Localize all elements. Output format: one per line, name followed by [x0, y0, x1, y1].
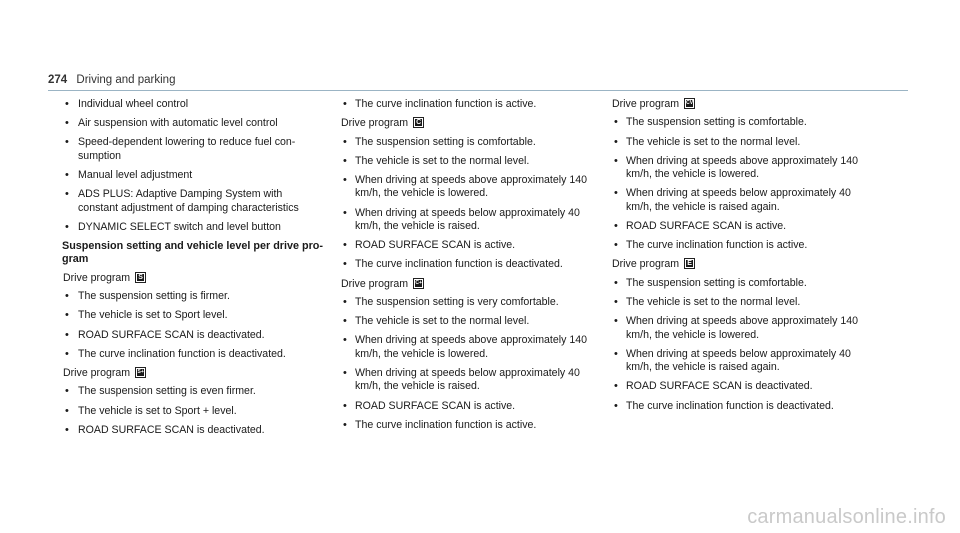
list-item: • The suspension setting is comfortable. [341, 136, 603, 149]
list-item: • ROAD SURFACE SCAN is active. [612, 220, 876, 233]
drive-program-label: Drive program [612, 258, 680, 271]
drive-program-c-heading [341, 117, 603, 130]
list-item: • When driving at speeds above approximately 140 km/h, the vehicle is lowered. [612, 315, 876, 342]
list-item: • Manual level adjustment [63, 169, 325, 182]
list-item: • When driving at speeds above approximately 140 km/h, the vehicle is lowered. [341, 174, 603, 201]
list-item: • The curve inclination function is active. [341, 98, 603, 111]
drive-program-label: Drive program [341, 277, 409, 290]
drive-program-s-heading [63, 272, 325, 285]
list-item: • The vehicle is set to the normal level. [612, 136, 876, 149]
list-item: • The suspension setting is firmer. [63, 290, 325, 303]
drive-program-c-icon [413, 117, 424, 128]
list-item: • The curve inclination function is deactivated. [63, 348, 325, 361]
list-item: • Air suspension with automatic level control [63, 117, 325, 130]
list-item: • The suspension setting is comfortable. [612, 116, 876, 129]
drive-program-e-list [612, 277, 876, 413]
list-item: • When driving at speeds below approximately 40 km/h, the vehicle is raised. [341, 367, 603, 394]
drive-program-e-heading [612, 258, 876, 271]
drive-program-e-icon [684, 258, 695, 269]
drive-program-label: Drive program [341, 117, 409, 130]
drive-program-s-plus-list [63, 385, 325, 437]
column-2 [341, 98, 603, 438]
drive-program-cv-icon [684, 98, 695, 109]
list-item: • ROAD SURFACE SCAN is deactivated. [612, 380, 876, 393]
list-item: • When driving at speeds below approximately 40 km/h, the vehicle is raised. [341, 207, 603, 234]
list-item: • When driving at speeds below approximately 40 km/h, the vehicle is raised again. [612, 348, 876, 375]
drive-program-label: Drive program [612, 98, 680, 110]
drive-program-c-plus-list [341, 296, 603, 432]
list-item: • Speed-dependent lowering to reduce fuel consumption [63, 136, 325, 163]
drive-program-cv-list [612, 116, 876, 252]
list-item: • The vehicle is set to Sport level. [63, 309, 325, 322]
list-item: • When driving at speeds below approximately 40 km/h, the vehicle is raised again. [612, 187, 876, 214]
list-item: • The curve inclination function is deactivated. [341, 258, 603, 271]
page-header [48, 74, 175, 86]
page-number: 274 [48, 74, 68, 86]
drive-program-s-icon [135, 272, 146, 283]
watermark: carmanualsonline.info [747, 506, 946, 528]
drive-program-s-list [63, 290, 325, 361]
drive-program-s-plus-heading [63, 367, 325, 380]
list-item: • The vehicle is set to the normal level. [341, 315, 603, 328]
list-item: • The suspension setting is even firmer. [63, 385, 325, 398]
list-item: • When driving at speeds above approximately 140 km/h, the vehicle is lowered. [612, 155, 876, 182]
header-divider [48, 90, 908, 91]
list-item: • The curve inclination function is active. [341, 419, 603, 432]
drive-program-c-plus-icon [413, 278, 424, 289]
list-item: • DYNAMIC SELECT switch and level button [63, 221, 325, 234]
section-title: Driving and parking [76, 74, 176, 86]
list-item: • The suspension setting is very comfortable. [341, 296, 603, 309]
drive-program-label: Drive program [63, 367, 131, 380]
column-3 [612, 98, 876, 419]
list-item: • When driving at speeds above approximately 140 km/h, the vehicle is lowered. [341, 334, 603, 361]
list-item: • ADS PLUS: Adaptive Damping System with constant adjustment of damping characteristics [63, 188, 325, 215]
list-item: • The curve inclination function is deactivated. [612, 400, 876, 413]
list-item: • ROAD SURFACE SCAN is deactivated. [63, 329, 325, 342]
feature-list [63, 98, 325, 234]
list-item: • Individual wheel control [63, 98, 325, 111]
list-item: • The vehicle is set to the normal level. [612, 296, 876, 309]
list-item: • ROAD SURFACE SCAN is active. [341, 400, 603, 413]
list-item: • ROAD SURFACE SCAN is deactivated. [63, 424, 325, 437]
list-item: • The suspension setting is comfortable. [612, 277, 876, 290]
list-item: • ROAD SURFACE SCAN is active. [341, 239, 603, 252]
list-item: • The vehicle is set to Sport + level. [63, 405, 325, 418]
list-item: • The curve inclination function is active. [612, 239, 876, 252]
drive-program-label: Drive program [63, 271, 131, 284]
drive-program-s-plus-icon [135, 367, 146, 378]
column-1 [63, 98, 325, 443]
section-heading: Suspension setting and vehicle level per drive program [62, 240, 324, 266]
drive-program-c-plus-heading [341, 278, 603, 291]
lead-list [341, 98, 603, 111]
drive-program-c-list [341, 136, 603, 272]
list-item: • The vehicle is set to the normal level. [341, 155, 603, 168]
drive-program-cv-heading [612, 98, 876, 111]
